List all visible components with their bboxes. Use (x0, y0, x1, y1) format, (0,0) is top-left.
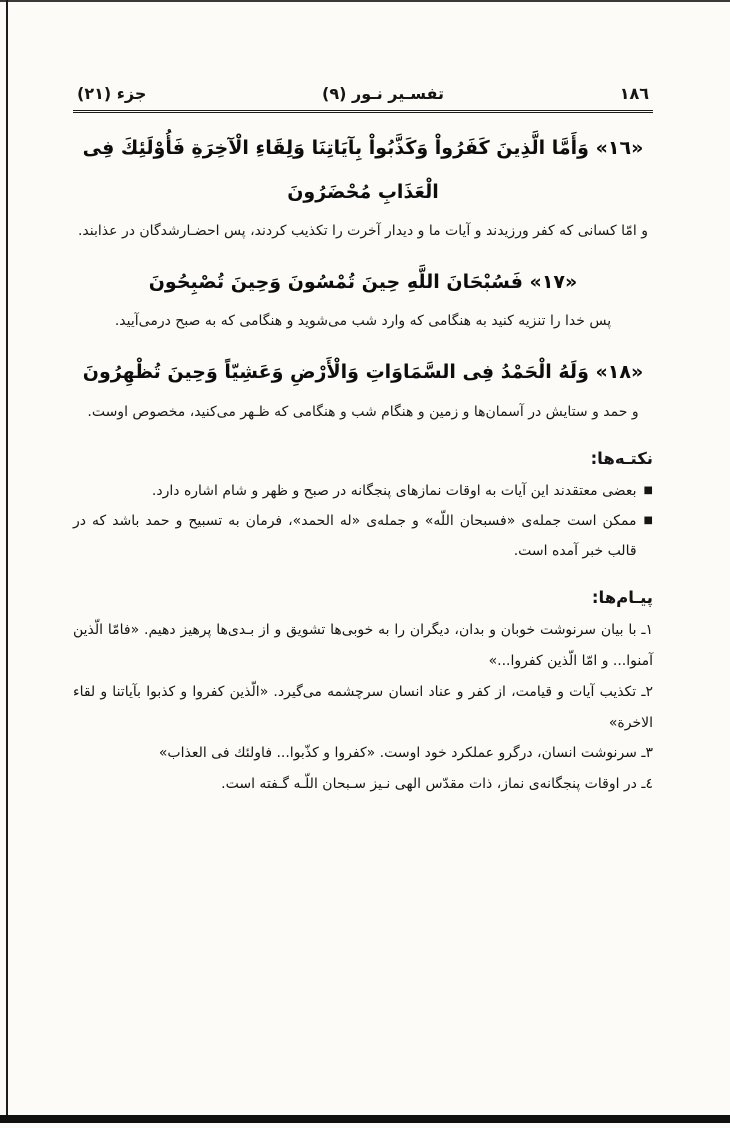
notes-heading: نكتـه‌ها: (590, 448, 653, 468)
header-rule (73, 110, 653, 113)
message-item-4: ٤ـ در اوقات پنجگانه‌ى نماز، ذات مقدّس الهى نـيز سـبحان اللّـه گـفته است. (221, 776, 653, 793)
messages-heading: پيـام‌ها: (591, 588, 653, 608)
page-header (73, 84, 653, 110)
verse-arabic-17: «١٧» فَسُبْحَانَ اللَّهِ حِينَ تُمْسُونَ وَحِينَ تُصْبِحُونَ (148, 270, 578, 293)
square-bullet-icon: ■ (643, 484, 653, 496)
messages-list (73, 615, 653, 800)
book-title: تفسـير نـور (٩) (322, 84, 445, 103)
verse-translation-18: و حمد و ستايش در آسمان‌ها و زمين و هنگام شب و هنگامى كه ظـهر مى‌كنيد، مخصوص اوست. (87, 403, 639, 420)
note-text: بعضى معتقدند اين آيات به اوقات نمازهاى پنجگانه در صبح و ظهر و شام اشاره دارد. (151, 482, 637, 499)
message-item-1: ١ـ با بيان سرنوشت خوبان و بدان، ديگران را به خوبى‌ها تشويق و از بـدى‌ها پرهيز دهيم. «فامّا الّذين آمنوا... و امّا الّذين كفروا...» (73, 622, 653, 669)
note-item (73, 506, 653, 566)
message-item-3: ٣ـ سرنوشت انسان، درگرو عملكرد خود اوست. «كفروا و كذّبوا... فاولئك فى العذاب» (158, 745, 653, 762)
note-item (73, 476, 653, 506)
scan-edge-top (0, 0, 730, 2)
message-item-2: ٢ـ تكذيب آيات و قيامت، از كفر و عناد انسان سرچشمه مى‌گيرد. «الّذين كفروا و كذبوا بآياتنا و لقاء الاخرة» (73, 683, 653, 731)
verse-arabic-18: «١٨» وَلَهُ الْحَمْدُ فِى السَّمَاوَاتِ وَالْأَرْضِ وَعَشِيّاً وَحِينَ تُظْهِرُونَ (82, 360, 644, 383)
scan-edge-left (6, 0, 8, 1122)
verse-block-16 (73, 127, 653, 247)
verse-block-17 (73, 261, 653, 337)
notes-section (73, 449, 653, 566)
page-number: ١٨٦ (619, 84, 649, 103)
verse-translation-17: پس خدا را تنزيه كنيد به هنگامى كه وارد شب مى‌شويد و هنگامى كه به صبح درمى‌آييد. (114, 313, 612, 330)
note-text: ممكن است جمله‌ى «فسبحان اللّه» و جمله‌ى «له الحمد»، فرمان به تسبيح و حمد باشد كه در قالب خبر آمده است. (73, 513, 637, 560)
square-bullet-icon: ■ (643, 515, 653, 527)
juz-label: جزء (٢١) (77, 84, 147, 103)
page-content (73, 84, 653, 800)
verse-block-18 (73, 351, 653, 427)
verse-translation-16: و امّا كسانى كه كفر ورزيدند و آيات ما و ديدار آخرت را تكذيب كردند، پس احضـارشدگان در عذابند. (77, 223, 649, 240)
verse-arabic-16: «١٦» وَأَمَّا الَّذِينَ كَفَرُواْ وَكَذَّبُواْ بِآيَاتِنَا وَلِقَاءِ الْآخِرَةِ فَأُوْلَئِكَ فِى الْعَذَابِ مُحْضَرُونَ (82, 137, 644, 203)
messages-section (73, 588, 653, 800)
scan-edge-bottom (0, 1115, 730, 1123)
